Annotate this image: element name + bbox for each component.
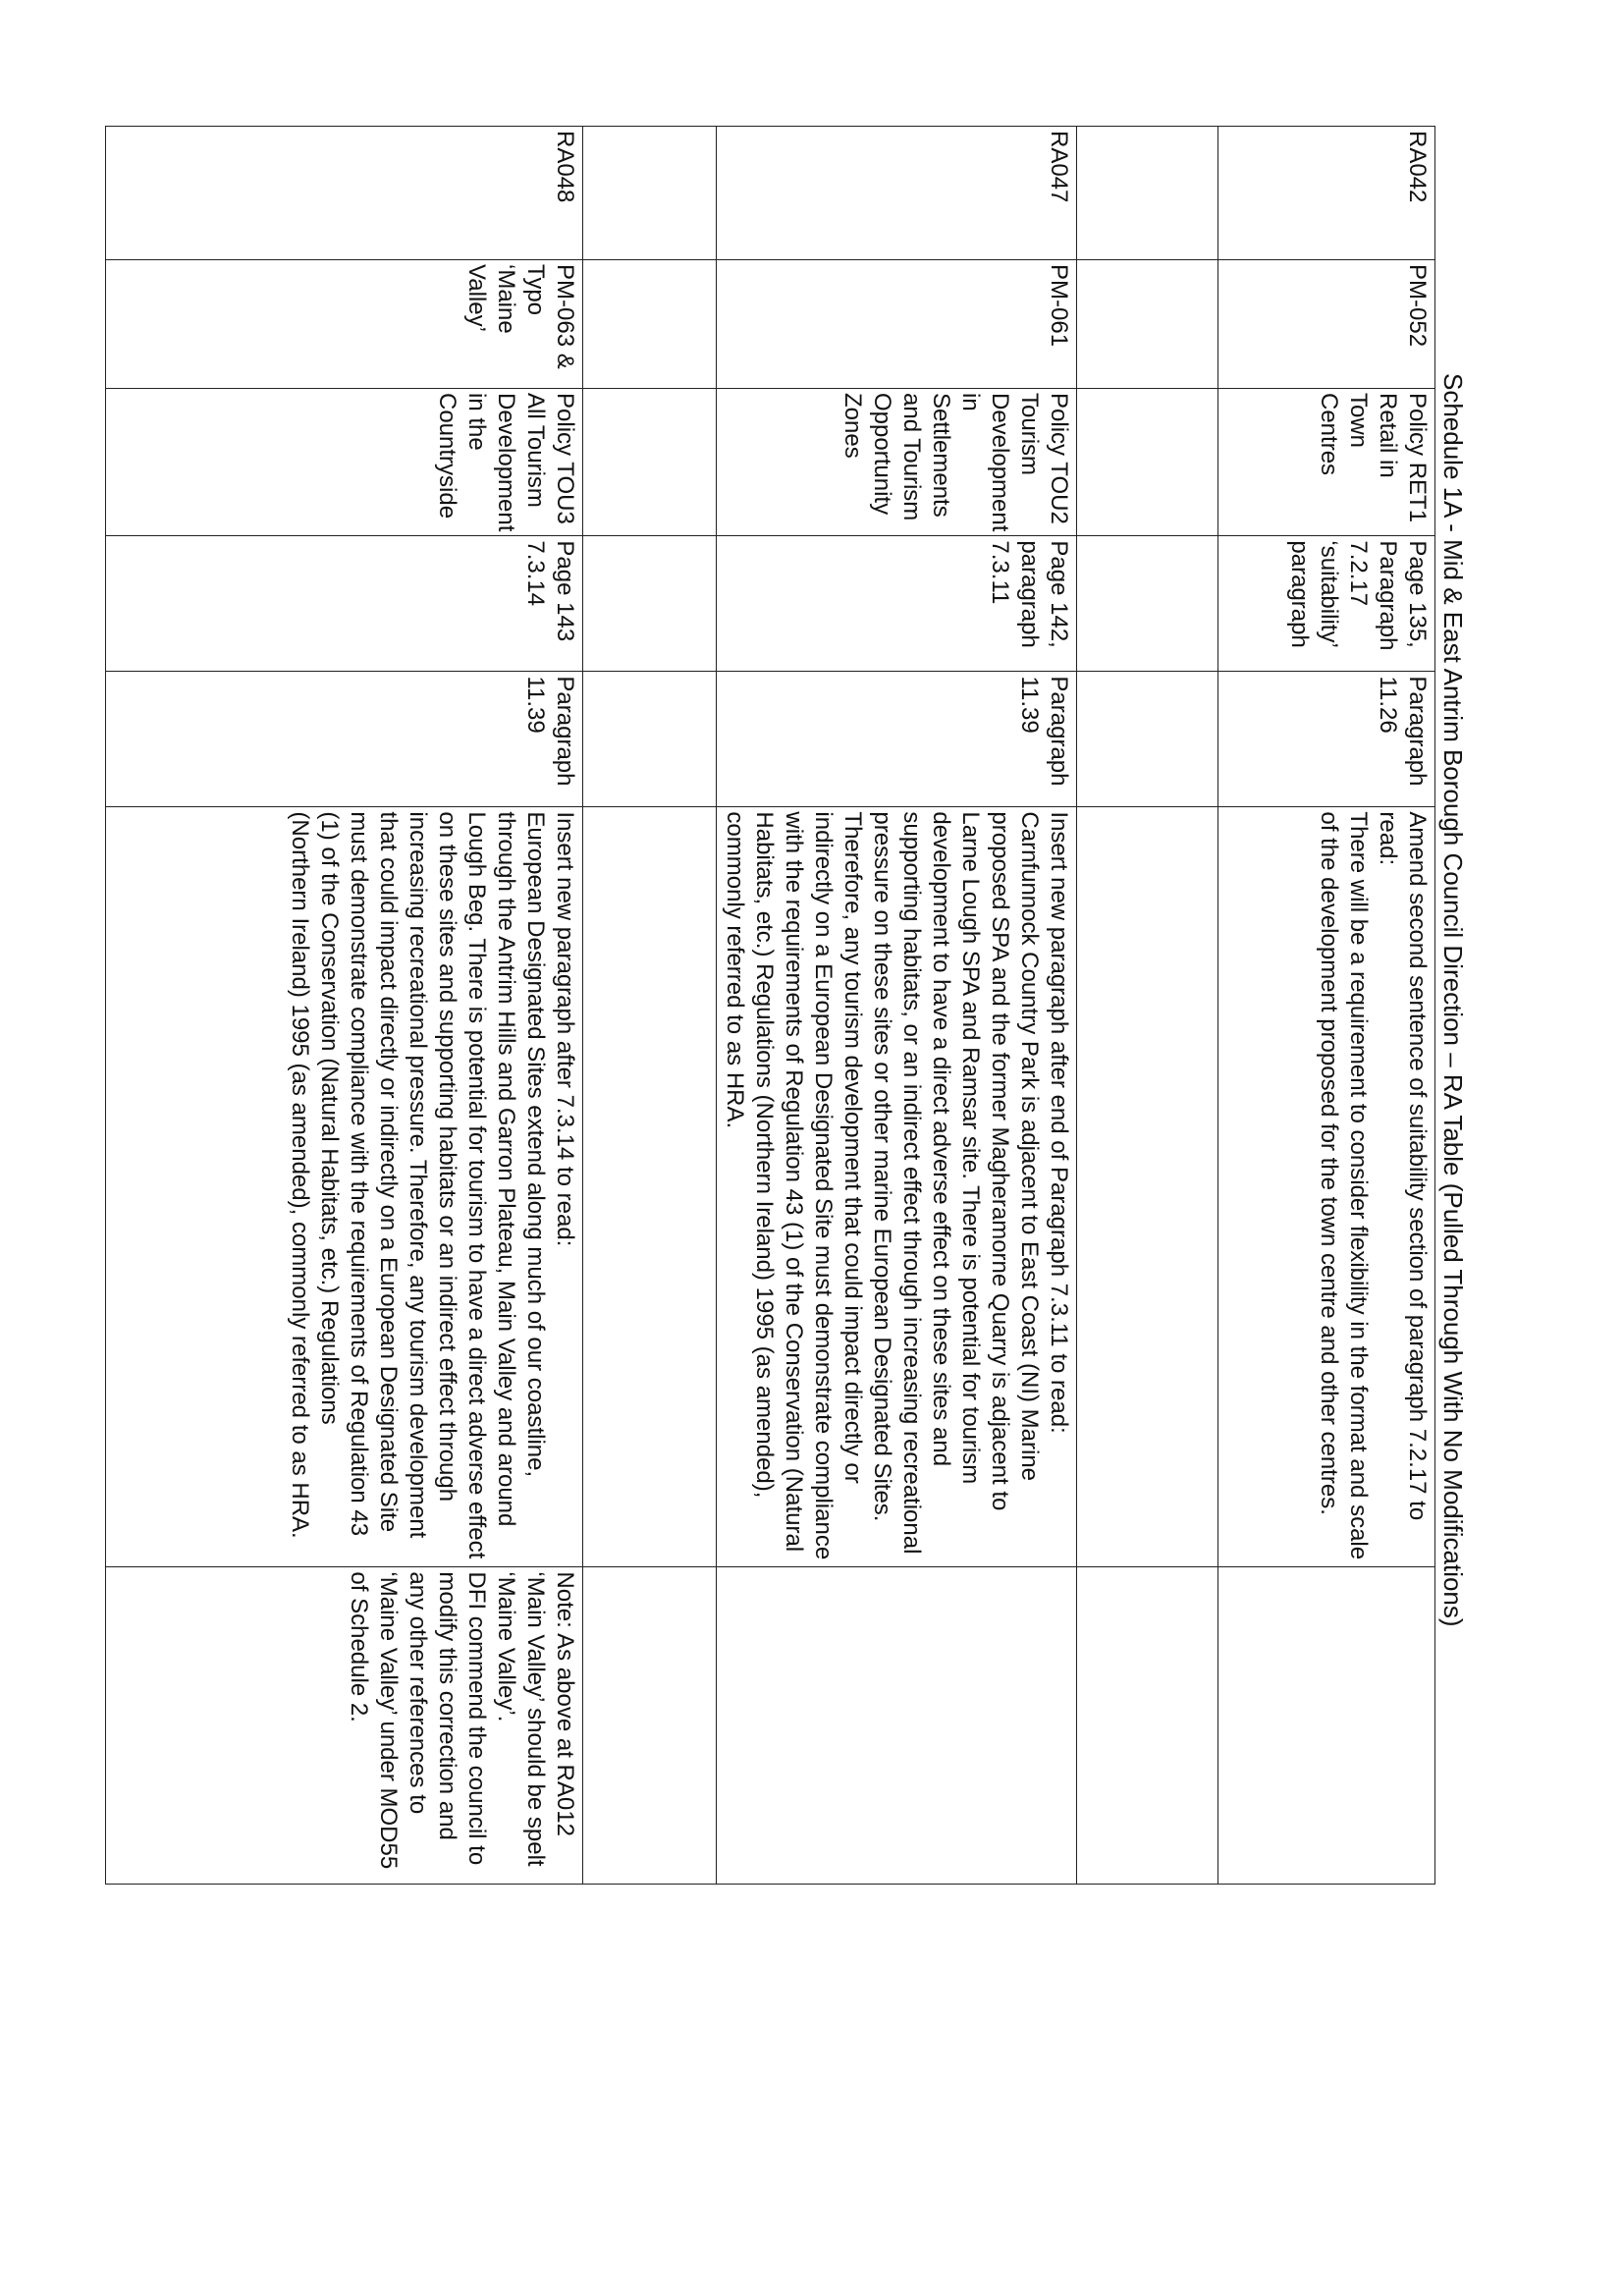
- page-ref-cell: Page 135, Paragraph 7.2.17 ‘suitability’ paragraph: [1218, 536, 1435, 672]
- para-ref-cell: Paragraph 11.26: [1218, 672, 1435, 807]
- note-cell: [106, 1567, 583, 1885]
- change-cell: [1218, 807, 1435, 1567]
- table-row: [717, 127, 1077, 1885]
- ra-cell: RA042: [1218, 127, 1435, 260]
- policy-cell: [583, 389, 717, 536]
- para-ref-cell: [1077, 672, 1218, 807]
- change-text: Insert new paragraph after end of Paragraph 7.3.11 to read:: [1046, 811, 1072, 1434]
- note-cell: [583, 1567, 717, 1885]
- page-ref-cell: [1077, 536, 1218, 672]
- change-cell: [1077, 807, 1218, 1567]
- pm-cell: PM-061: [717, 260, 1077, 389]
- pm-cell: [1077, 260, 1218, 389]
- para-ref-cell: Paragraph 11.39: [717, 672, 1077, 807]
- policy-cell: Policy TOU3 All Tourism Development in the Countryside: [106, 389, 583, 536]
- note-cell: [1218, 1567, 1435, 1885]
- policy-cell: Policy RET1 Retail in Town Centres: [1218, 389, 1435, 536]
- ra-cell: [583, 127, 717, 260]
- note-cell: [1077, 1567, 1218, 1885]
- ra-cell: [1077, 127, 1218, 260]
- note-cell: [717, 1567, 1077, 1885]
- page-ref-cell: [583, 536, 717, 672]
- page-ref-cell: Page 142, paragraph 7.3.11: [717, 536, 1077, 672]
- change-cell: [106, 807, 583, 1567]
- policy-cell: [1077, 389, 1218, 536]
- page-ref-cell: Page 143 7.3.14: [106, 536, 583, 672]
- para-ref-cell: Paragraph 11.39: [106, 672, 583, 807]
- table-row: [583, 127, 717, 1885]
- page-title: Schedule 1A - Mid & East Antrim Borough Council Direction – RA Table (Pulled Through With No Modifications): [1438, 373, 1468, 1627]
- ra-cell: RA047: [717, 127, 1077, 260]
- table-row: [106, 127, 583, 1885]
- note-text: DFI commend the council to modify this correction and any other references to ‘Maine Valley’ under MOD55 of Schedule 2.: [346, 1571, 490, 1870]
- policy-cell: Policy TOU2 Tourism Development in Settlements and Tourism Opportunity Zones: [717, 389, 1077, 536]
- pm-cell: [583, 260, 717, 389]
- table-row: [1077, 127, 1218, 1885]
- pm-cell: PM-063 & Typo ‘Maine Valley’: [106, 260, 583, 389]
- ra-cell: RA048: [106, 127, 583, 260]
- change-text: Carnfunnock Country Park is adjacent to East Coast (NI) Marine proposed SPA and the former Magheramorne Quarry is adjacent to Larne Lough SPA and Ramsar site. There is potential for tourism development to have a direct adverse effect on these sites and supporting habitats, or an indirect effect through increasing recreational pressure on these sites or other marine European Designated Sites. Therefore, any tourism development that could impact directly or indirectly on a European Designated Site must demonstrate compliance with the requirements of Regulation 43 (1) of the Conservation (Natural Habitats, etc.) Regulations (Northern Ireland) 1995 (as amended), commonly referred to as HRA.: [722, 811, 1043, 1560]
- change-text: Amend second sentence of suitability section of paragraph 7.2.17 to read:: [1375, 811, 1431, 1521]
- change-text: Insert new paragraph after 7.3.14 to read:: [552, 811, 578, 1247]
- note-text: Note: As above at RA012 ‘Main Valley’ should be spelt ‘Maine Valley’.: [493, 1571, 578, 1867]
- pm-cell: PM-052: [1218, 260, 1435, 389]
- change-text: European Designated Sites extend along much of our coastline, through the Antrim Hills and Garron Plateau, Main Valley and around Lough Beg. There is potential for tourism to have a direct adverse effect on these sites and supporting habitats or an indirect effect through increasing recreational pressure. Therefore, any tourism development that could impact directly or indirectly on a European Designated Site must demonstrate compliance with the requirements of Regulation 43 (1) of the Conservation (Natural Habitats, etc.) Regulations: [316, 811, 549, 1559]
- para-ref-cell: [583, 672, 717, 807]
- change-text: (Northern Ireland) 1995 (as amended), commonly referred to as HRA.: [287, 811, 313, 1539]
- change-text: There will be a requirement to consider flexibility in the format and scale of the development proposed for the town centre and other centres.: [1316, 811, 1372, 1560]
- change-cell: [583, 807, 717, 1567]
- table-row: [1218, 127, 1435, 1885]
- ra-table: [105, 126, 1435, 1885]
- change-cell: [717, 807, 1077, 1567]
